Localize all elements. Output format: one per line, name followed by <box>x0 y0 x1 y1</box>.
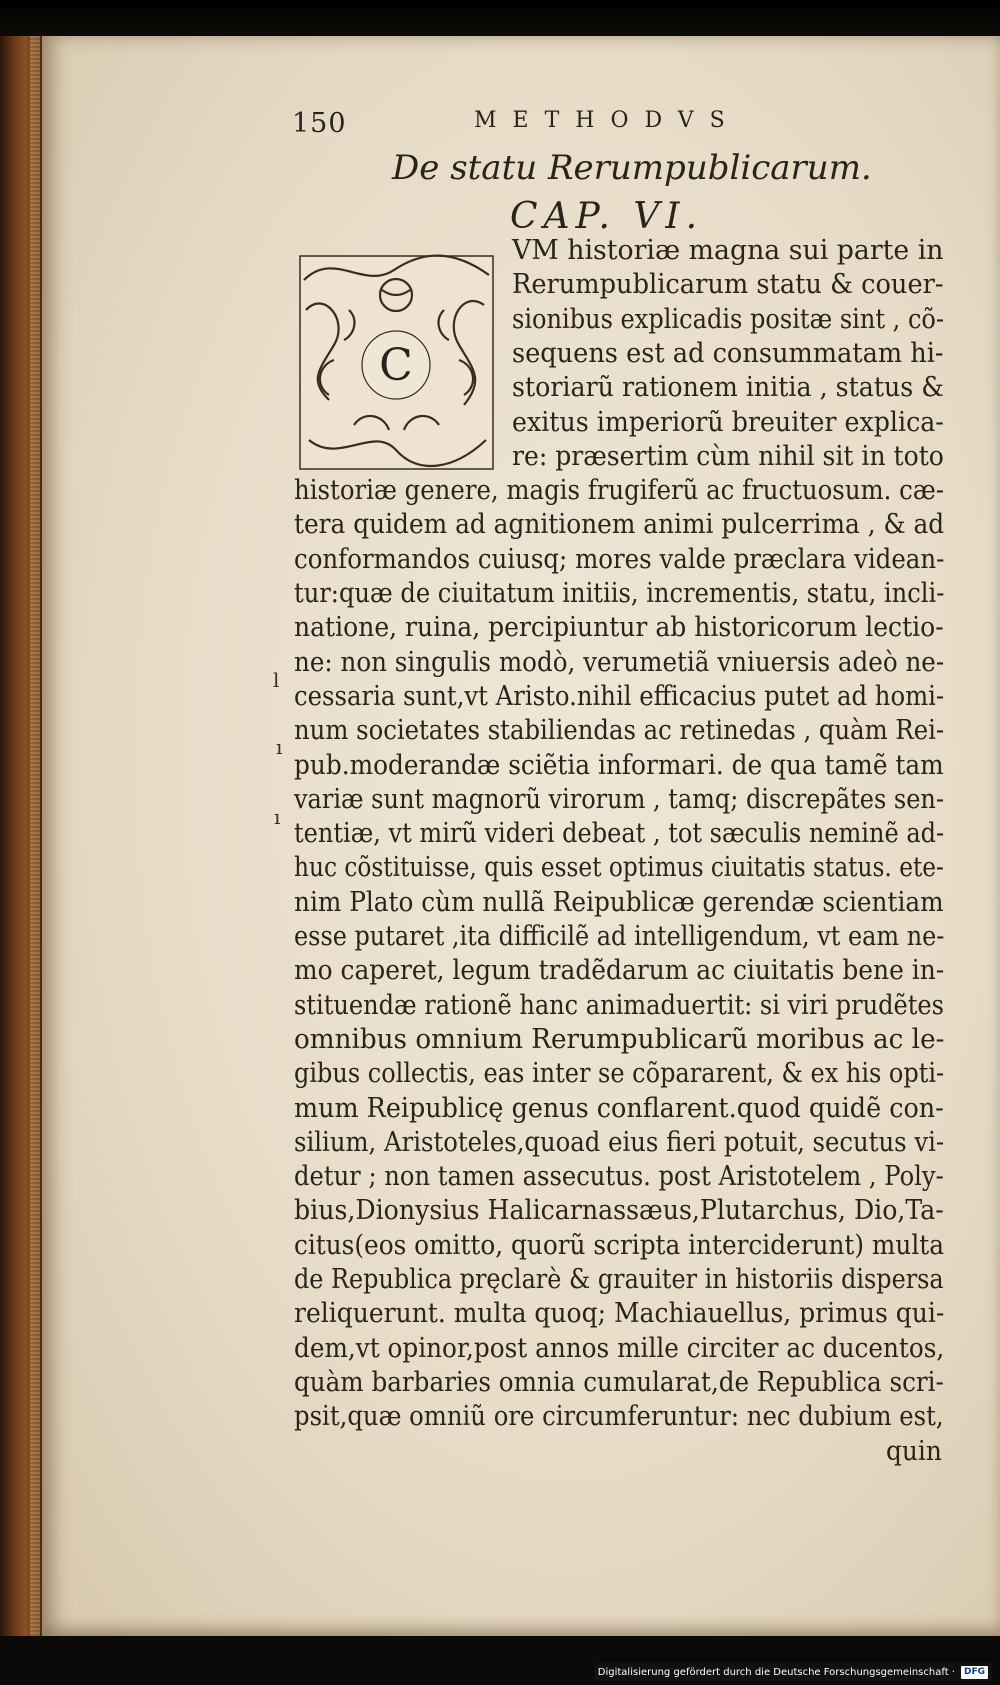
text-line: citus(eos omitto, quorũ scripta interciderunt) multa <box>294 1228 944 1261</box>
text-line: Rerumpublicarum statu & couer- <box>512 268 944 301</box>
text-line: exitus imperiorũ breuiter explica- <box>512 405 944 438</box>
text-line: ne: non singulis modò, verumetiã vniuersis adeò ne- <box>294 645 945 678</box>
text-line: nim Plato cùm nullã Reipublicæ gerendæ scientiam <box>294 885 944 918</box>
text-line: re: præsertim cùm nihil sit in toto <box>512 439 944 472</box>
text-line: tera quidem ad agnitionem animi pulcerrima , & ad <box>294 508 945 541</box>
credit-text: Digitalisierung gefördert durch die Deutsche Forschungsgemeinschaft · <box>597 1666 955 1678</box>
text-line: de Republica pręclarè & grauiter in historiis dispersa <box>294 1263 944 1295</box>
text-line: detur ; non tamen assecutus. post Aristotelem , Poly- <box>294 1160 944 1193</box>
text-line: sequens est ad consummatam hi- <box>512 336 944 369</box>
text-line: bius,Dionysius Halicarnassæus,Plutarchus, Dio,Ta- <box>294 1194 944 1227</box>
text-line: huc cõstituisse, quis esset optimus ciuitatis status. ete- <box>294 851 944 884</box>
text-line: stituendæ rationẽ hanc animaduertit: si viri prudẽtes <box>294 988 944 1021</box>
initial-letter: C <box>379 340 413 391</box>
page-number: 150 <box>292 108 347 139</box>
text-line: omnibus omnium Rerumpublicarũ moribus ac le- <box>294 1022 945 1055</box>
margin-mark: ı <box>276 735 283 759</box>
dfg-logo: DFG <box>961 1666 988 1679</box>
text-line: cessaria sunt,vt Aristo.nihil efficacius putet ad homi- <box>294 679 945 712</box>
text-line: natione, ruina, percipiuntur ab historicorum lectio- <box>294 611 944 644</box>
bottom-black-border <box>0 1636 1000 1685</box>
text-line: conformandos cuiusq; mores valde præclara videan- <box>294 542 945 575</box>
text-line: dem,vt opinor,post annos mille circiter ac ducentos, <box>294 1331 945 1364</box>
text-line: silium, Aristoteles,quoad eius fieri potuit, secutus vi- <box>294 1125 945 1158</box>
margin-mark: l <box>273 668 280 692</box>
text-line: mum Reipublicę genus conflarent.quod quidẽ con- <box>294 1091 944 1124</box>
top-black-border <box>0 0 1000 36</box>
text-line: esse putaret ,ita difficilẽ ad intelligendum, vt eam ne- <box>294 920 945 952</box>
text-line: VM historiæ magna sui parte in <box>512 234 944 266</box>
book-spine-edge <box>0 36 42 1636</box>
text-line: historiæ genere, magis frugiferũ ac fructuosum. cæ- <box>294 474 944 507</box>
chapter-title: De statu Rerumpublicarum. <box>392 148 872 188</box>
text-line: variæ sunt magnorũ virorum , tamq; discrepãtes sen- <box>294 782 944 815</box>
chapter-number: CAP. VI. <box>510 196 704 237</box>
running-head: METHODVS <box>474 108 741 133</box>
digitization-credit <box>594 1663 992 1681</box>
text-line: quin <box>886 1434 942 1467</box>
text-line: mo caperet, legum tradẽdarum ac ciuitatis bene in- <box>294 954 945 987</box>
text-line: quàm barbaries omnia cumularat,de Republica scri- <box>294 1365 944 1398</box>
margin-mark: ı <box>274 805 281 829</box>
text-line: num societates stabiliendas ac retinedas , quàm Rei- <box>294 714 945 747</box>
text-line: reliquerunt. multa quoq; Machiauellus, primus qui- <box>294 1297 945 1330</box>
text-line: pub.moderandæ sciẽtia informari. de qua tamẽ tam <box>294 748 944 781</box>
text-line: tur:quæ de ciuitatum initiis, incrementis, statu, incli- <box>294 577 945 609</box>
decorated-initial <box>294 250 499 475</box>
text-line: gibus collectis, eas inter se cõpararent, & ex his opti- <box>294 1057 945 1090</box>
text-line: storiarũ rationem initia , status & <box>512 371 944 404</box>
text-line: tentiæ, vt mirũ videri debeat , tot sæculis neminẽ ad- <box>294 817 945 850</box>
text-line: psit,quæ omniũ ore circumferuntur: nec dubium est, <box>294 1400 944 1433</box>
text-line: sionibus explicadis positæ sint , cõ- <box>512 302 945 335</box>
ornament-vine-icon <box>294 250 499 475</box>
